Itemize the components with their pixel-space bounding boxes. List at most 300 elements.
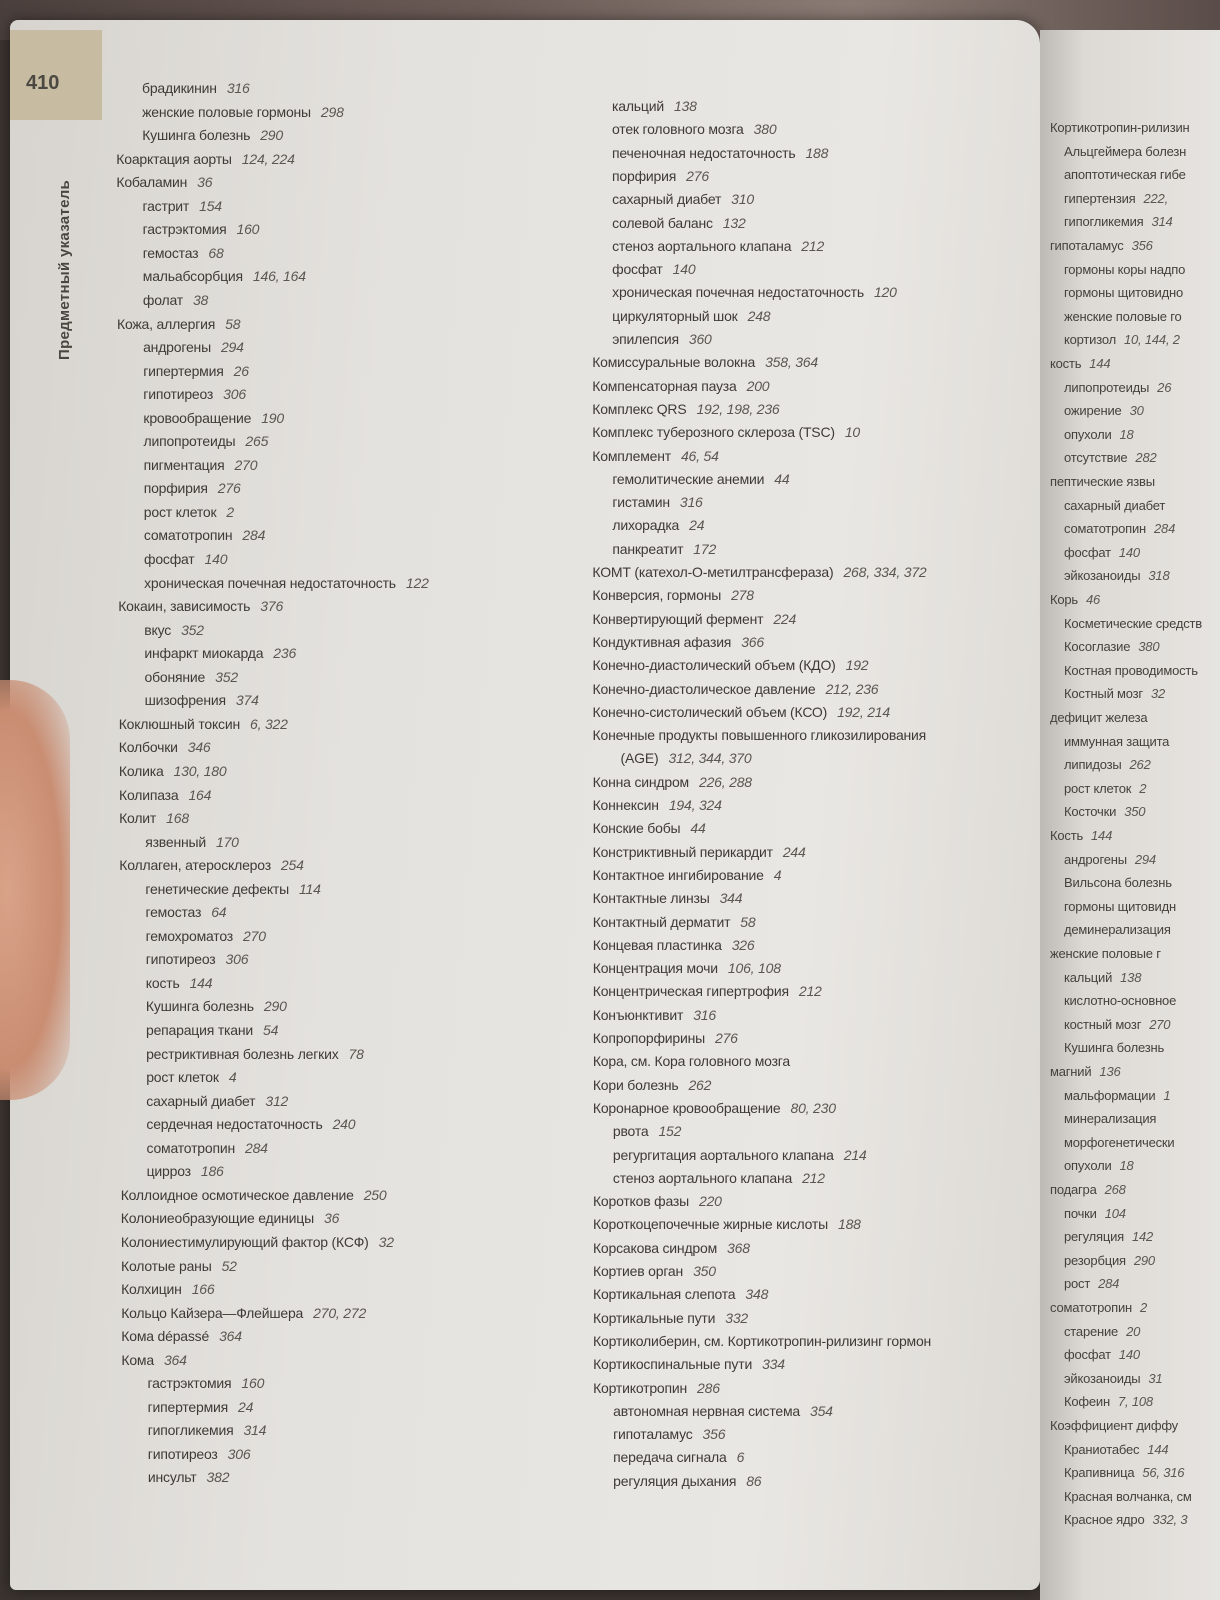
facing-index-pages: 318 — [1148, 568, 1170, 584]
index-pages: 194, 324 — [668, 797, 722, 813]
index-pages: 192, 214 — [837, 703, 890, 720]
index-entry — [116, 174, 212, 190]
index-entry — [145, 692, 259, 708]
facing-index-term: эйкозаноиды — [1064, 1370, 1141, 1386]
index-pages: 214 — [843, 1146, 867, 1163]
index-term: гастрэктомия — [142, 221, 227, 238]
facing-index-term: отсутствие — [1064, 450, 1128, 466]
facing-index-term: гипертензия — [1064, 190, 1136, 206]
index-term: Колбочки — [118, 739, 178, 756]
index-term: передача сигнала — [613, 1449, 727, 1466]
facing-index-pages: 332, 3 — [1152, 1512, 1188, 1528]
index-pages: 192, 198, 236 — [696, 400, 780, 417]
index-entry — [143, 410, 284, 426]
facing-index-term: липопротеиды — [1064, 379, 1150, 395]
facing-index-entry — [1064, 1253, 1155, 1268]
facing-index-term: костный мозг — [1064, 1016, 1142, 1032]
facing-index-pages: 104 — [1104, 1205, 1126, 1221]
index-term: Констриктивный перикардит — [592, 843, 773, 860]
index-term: циркуляторный шок — [612, 307, 738, 324]
index-pages: 284 — [245, 1139, 268, 1156]
index-term: хроническая почечная недостаточность — [144, 574, 396, 591]
index-term: Комплекс QRS — [592, 400, 687, 417]
index-term: Кожа, аллергия — [117, 315, 216, 332]
facing-index-pages: 262 — [1129, 757, 1151, 773]
index-pages: 316 — [226, 80, 250, 96]
facing-index-term: рост — [1064, 1276, 1091, 1292]
index-pages: 306 — [223, 386, 246, 403]
facing-index-term: резорбция — [1064, 1252, 1126, 1268]
index-term: регургитация аортального клапана — [612, 1146, 834, 1163]
index-term: гастрэктомия — [147, 1375, 232, 1392]
index-pages: 166 — [191, 1281, 215, 1298]
facing-index-pages: 284 — [1098, 1276, 1120, 1292]
index-entry — [621, 750, 752, 766]
index-entry — [146, 928, 266, 944]
index-pages: 226, 288 — [698, 773, 752, 790]
index-entry — [612, 168, 709, 184]
facing-index-term: Костный мозг — [1064, 686, 1143, 702]
facing-index-term: гипоталамус — [1050, 238, 1124, 253]
index-pages: 368 — [727, 1239, 750, 1256]
index-entry — [613, 1147, 867, 1163]
index-term: Колониестимулирующий фактор (КСФ) — [120, 1233, 369, 1250]
index-pages: 78 — [348, 1045, 364, 1062]
index-term: Колика — [118, 762, 164, 779]
index-entry — [146, 904, 227, 920]
index-term: Колхицин — [121, 1281, 182, 1298]
index-term: Колипаза — [119, 786, 179, 803]
index-term: соматотропин — [146, 1139, 235, 1156]
facing-index-entry — [1050, 120, 1190, 135]
facing-index-pages: 284 — [1154, 521, 1176, 537]
index-pages: 270, 272 — [313, 1304, 367, 1321]
index-term: печеночная недостаточность — [612, 144, 796, 161]
index-pages: 376 — [260, 598, 284, 615]
facing-index-entry — [1050, 946, 1161, 961]
index-pages: 2 — [226, 503, 235, 520]
index-term: Конвертирующий фермент — [592, 610, 764, 627]
facing-index-term: мальформации — [1064, 1087, 1156, 1103]
index-entry — [593, 1030, 738, 1046]
index-entry — [146, 1022, 278, 1038]
facing-index-entry — [1064, 144, 1186, 159]
index-pages: 276 — [686, 167, 709, 184]
index-pages: 290 — [263, 998, 287, 1015]
index-entry — [121, 1352, 186, 1368]
facing-index-term: Косоглазие — [1064, 639, 1131, 655]
facing-index-term: гипогликемия — [1064, 214, 1144, 230]
facing-index-pages: 136 — [1099, 1064, 1121, 1079]
index-pages: 146, 164 — [252, 268, 306, 285]
facing-index-entry — [1064, 1206, 1126, 1221]
index-term: репарация ткани — [146, 1022, 254, 1038]
index-pages: 4 — [773, 866, 782, 883]
index-entry — [593, 937, 755, 953]
facing-index-pages: 350 — [1124, 804, 1146, 820]
index-term: гипотиреоз — [147, 1445, 218, 1462]
index-term: гипертермия — [143, 362, 224, 379]
index-term: гистамин — [612, 494, 670, 511]
facing-index-entry — [1064, 427, 1134, 442]
index-entry — [612, 145, 828, 161]
index-term: рвота — [612, 1123, 649, 1140]
index-pages: 132 — [722, 214, 746, 231]
facing-index-entry — [1050, 1064, 1121, 1079]
facing-index-entry — [1064, 545, 1140, 560]
facing-index-entry — [1064, 734, 1169, 749]
index-entry — [612, 494, 702, 510]
index-entry — [593, 1356, 785, 1372]
index-term: Кома — [121, 1351, 154, 1368]
facing-index-term: Красная волчанка, см — [1064, 1488, 1192, 1504]
index-entry — [613, 1426, 725, 1442]
index-entry — [143, 198, 222, 214]
facing-index-entry — [1050, 1418, 1178, 1433]
facing-index-pages: 144 — [1089, 356, 1111, 371]
index-term: Конские бобы — [592, 820, 681, 837]
index-term: Контактное ингибирование — [592, 866, 764, 883]
index-term: Конна синдром — [592, 773, 689, 790]
facing-index-entry — [1064, 686, 1165, 701]
index-term: сахарный диабет — [612, 191, 722, 208]
index-entry — [121, 1305, 366, 1321]
index-entry — [593, 867, 782, 883]
index-entry — [613, 1403, 833, 1419]
facing-index-pages: 138 — [1120, 969, 1142, 985]
index-term: генетические дефекты — [145, 880, 289, 897]
index-term: Коарктация аорты — [116, 150, 232, 167]
index-entry — [593, 1310, 748, 1326]
facing-index-entry — [1064, 332, 1180, 347]
index-term: сахарный диабет — [146, 1092, 256, 1109]
index-term: вкус — [144, 621, 172, 638]
index-term: Колотые раны — [121, 1257, 212, 1274]
facing-index-term: женские половые го — [1064, 308, 1182, 324]
index-pages: 68 — [208, 244, 224, 261]
facing-index-entry — [1064, 1229, 1153, 1244]
index-entry — [143, 339, 244, 355]
facing-index-pages: 140 — [1118, 544, 1140, 560]
index-term: женские половые гормоны — [142, 103, 311, 120]
index-pages: 186 — [200, 1163, 224, 1180]
index-term: порфирия — [612, 167, 677, 184]
index-entry — [145, 881, 320, 897]
facing-index-pages: 31 — [1148, 1370, 1163, 1386]
facing-index-entry — [1064, 1347, 1140, 1362]
side-section-title: Предметный указатель — [56, 179, 73, 360]
index-entry — [592, 424, 860, 440]
index-entry — [593, 774, 752, 790]
facing-index-pages: 144 — [1147, 1441, 1169, 1457]
facing-index-term: гормоны щитовидно — [1064, 285, 1183, 301]
index-term: Компенсаторная пауза — [592, 377, 737, 394]
index-entry — [612, 541, 716, 557]
index-term: Кортиколиберин, см. Кортикотропин-рилизинг гормон — [593, 1332, 932, 1349]
index-entry — [593, 1193, 722, 1209]
index-term: Концентрическая гипертрофия — [592, 983, 789, 1000]
facing-index-entry — [1050, 474, 1155, 489]
index-entry — [144, 645, 296, 661]
index-entry — [147, 1140, 268, 1156]
index-pages: 326 — [731, 936, 755, 953]
facing-index-term: минерализация — [1064, 1111, 1157, 1127]
facing-index-entry — [1064, 852, 1156, 867]
facing-index-pages: 142 — [1132, 1229, 1154, 1245]
facing-index-term: Альцгеймера болезн — [1064, 143, 1187, 159]
facing-index-pages: 46 — [1086, 592, 1101, 607]
index-entry — [119, 810, 189, 826]
index-term: Кокаин, зависимость — [118, 598, 251, 615]
facing-index-entry — [1064, 1111, 1156, 1126]
index-entry — [612, 284, 897, 300]
index-entry — [119, 787, 211, 803]
index-entry — [613, 1473, 761, 1489]
index-entry — [119, 739, 211, 755]
index-term: Копропорфирины — [592, 1030, 705, 1046]
facing-index-pages: 222, — [1143, 190, 1169, 206]
index-entry — [121, 1281, 214, 1297]
index-pages: 120 — [873, 284, 897, 301]
index-pages: 38 — [192, 291, 209, 308]
facing-index-term: ожирение — [1064, 403, 1122, 419]
index-pages: 190 — [261, 409, 284, 426]
index-entry — [143, 268, 306, 284]
facing-index-pages: 56, 316 — [1142, 1465, 1185, 1481]
facing-index-term: кортизол — [1064, 332, 1116, 348]
index-pages: 310 — [731, 191, 754, 208]
facing-index-entry — [1064, 1442, 1168, 1457]
index-pages: 44 — [774, 470, 790, 487]
index-pages: 332 — [725, 1309, 749, 1326]
facing-index-pages: 290 — [1133, 1252, 1155, 1268]
facing-index-term: рост клеток — [1064, 780, 1132, 796]
facing-index-pages: 270 — [1149, 1016, 1171, 1032]
facing-index-entry — [1064, 922, 1171, 937]
index-entry — [144, 622, 204, 638]
index-entry — [144, 527, 265, 543]
index-pages: 140 — [672, 261, 696, 278]
index-pages: 170 — [216, 833, 239, 850]
index-pages: 80, 230 — [790, 1099, 836, 1116]
facing-index-term: Кушинга болезнь — [1064, 1040, 1165, 1056]
index-entry — [148, 1469, 229, 1485]
index-term: гипертермия — [147, 1398, 229, 1415]
index-entry — [593, 1077, 711, 1093]
index-pages: 314 — [243, 1422, 267, 1439]
index-entry — [613, 1123, 681, 1139]
facing-index-term: фосфат — [1064, 544, 1111, 560]
index-entry — [148, 1399, 254, 1415]
facing-index-term: Коэффициент диффу — [1050, 1418, 1178, 1433]
index-pages: 44 — [690, 820, 706, 837]
facing-index-term: Кофеин — [1064, 1394, 1110, 1410]
index-pages: 276 — [217, 480, 241, 497]
index-entry — [118, 598, 283, 614]
facing-index-pages: 140 — [1118, 1347, 1140, 1363]
index-pages: 114 — [298, 880, 321, 897]
index-pages: 144 — [189, 974, 213, 991]
index-entry — [593, 704, 890, 720]
facing-index-term: Вильсона болезнь — [1064, 875, 1172, 891]
index-term: кость — [145, 974, 180, 991]
index-term: Коллоидное осмотическое давление — [120, 1186, 354, 1203]
index-term: гемостаз — [142, 244, 199, 261]
index-pages: 348 — [745, 1286, 769, 1303]
index-entry — [593, 1286, 768, 1302]
index-term: фосфат — [612, 261, 663, 278]
index-entry — [612, 191, 754, 207]
index-pages: 316 — [693, 1006, 716, 1023]
facing-index-entry — [1064, 450, 1157, 465]
index-term: язвенный — [145, 833, 206, 850]
index-entry — [142, 80, 250, 96]
thumb-shadow — [0, 680, 70, 1100]
index-pages: 374 — [235, 692, 259, 709]
index-term: соматотропин — [143, 527, 233, 544]
index-pages: 286 — [697, 1379, 720, 1396]
index-entry — [612, 215, 746, 231]
index-pages: 212 — [801, 237, 825, 254]
index-entry — [593, 1100, 836, 1116]
facing-index-entry — [1064, 1276, 1119, 1291]
facing-index-term: гормоны коры надпо — [1064, 261, 1186, 277]
index-pages: 294 — [220, 339, 244, 356]
index-pages: 4 — [228, 1069, 237, 1086]
facing-index-entry — [1064, 309, 1182, 324]
index-pages: 152 — [658, 1123, 682, 1140]
index-pages: 224 — [773, 610, 797, 627]
facing-index-pages: 380 — [1138, 639, 1160, 655]
index-pages: 26 — [233, 362, 249, 379]
index-term: фосфат — [144, 551, 195, 567]
index-entry — [593, 983, 822, 999]
facing-index-term: кость — [1050, 356, 1082, 371]
index-term: гастрит — [142, 197, 190, 214]
index-term: Комплемент — [592, 447, 671, 464]
index-pages: 350 — [693, 1263, 716, 1279]
facing-index-entry — [1064, 757, 1151, 772]
index-pages: 6, 322 — [250, 715, 288, 732]
index-pages: 360 — [688, 331, 712, 347]
index-term: гемостаз — [145, 904, 202, 921]
facing-index-entry — [1064, 875, 1172, 890]
index-pages: 36 — [323, 1210, 340, 1227]
index-pages: 86 — [746, 1472, 762, 1489]
index-term: Кушинга болезнь — [145, 998, 254, 1015]
index-entry — [116, 151, 294, 167]
index-term: Кортикоспинальные пути — [593, 1356, 753, 1373]
index-pages: 244 — [782, 843, 806, 860]
index-term: рост клеток — [143, 503, 217, 520]
index-entry — [593, 1007, 716, 1023]
facing-index-entry — [1064, 616, 1202, 631]
index-term: инфаркт миокарда — [144, 645, 264, 662]
index-term: гипотиреоз — [145, 951, 216, 968]
index-entry — [148, 1375, 265, 1391]
facing-index-term: старение — [1064, 1323, 1119, 1339]
index-entry — [121, 1234, 394, 1250]
index-entry — [121, 1187, 387, 1203]
index-pages: 192 — [845, 657, 869, 674]
index-term: Конверсия, гормоны — [592, 587, 722, 604]
facing-index-entry — [1064, 970, 1141, 985]
facing-index-term: сахарный диабет — [1064, 497, 1166, 513]
index-term: инсульт — [147, 1469, 197, 1486]
index-term: кровообращение — [143, 409, 252, 426]
index-term: Колониеобразующие единицы — [120, 1210, 314, 1227]
index-pages: 172 — [693, 540, 717, 557]
facing-index-pages: 356 — [1131, 238, 1153, 253]
facing-index-term: Красное ядро — [1064, 1512, 1145, 1528]
facing-index-entry — [1064, 380, 1171, 395]
facing-index-term: дефицит железа — [1050, 710, 1148, 725]
index-pages: 334 — [762, 1356, 785, 1373]
index-term: Короткоцепочечные жирные кислоты — [592, 1216, 828, 1233]
index-term: Коронарное кровообращение — [592, 1099, 781, 1116]
facing-index-entry — [1064, 1088, 1170, 1103]
index-entry — [593, 1053, 790, 1069]
facing-index-entry — [1064, 1135, 1174, 1150]
index-term: порфирия — [143, 480, 208, 497]
index-entry — [592, 354, 818, 370]
index-pages: 270 — [243, 927, 266, 944]
facing-index-term: Краниотабес — [1064, 1441, 1140, 1457]
facing-index-entry — [1064, 639, 1159, 654]
index-pages: 262 — [688, 1076, 712, 1093]
index-term: Кобаламин — [116, 174, 188, 191]
index-pages: 306 — [225, 951, 249, 968]
index-term: рост клеток — [146, 1069, 219, 1086]
facing-index-entry — [1064, 1489, 1192, 1504]
index-term: Комплекс туберозного склероза (TSC) — [592, 424, 835, 441]
index-pages: 312, 344, 370 — [668, 750, 752, 767]
index-pages: 220 — [698, 1193, 722, 1210]
index-entry — [592, 378, 769, 394]
page-number: 410 — [26, 72, 60, 94]
index-entry — [145, 669, 238, 685]
index-term: Кондуктивная афазия — [592, 633, 732, 650]
index-term: Концентрация мочи — [592, 960, 718, 977]
index-term: кальций — [612, 98, 664, 114]
index-term: липопротеиды — [143, 433, 236, 450]
index-term: Контактные линзы — [592, 890, 710, 907]
index-pages: 24 — [238, 1398, 254, 1415]
index-term: Коллаген, атеросклероз — [119, 857, 271, 874]
index-entry — [143, 221, 260, 237]
index-term: стеноз аортального клапана — [612, 1169, 793, 1186]
index-entry — [593, 727, 927, 743]
index-pages: 276 — [714, 1030, 738, 1046]
index-entry — [593, 890, 743, 906]
index-term: пигментация — [143, 456, 225, 473]
index-term: Коннексин — [592, 797, 659, 813]
index-entry — [143, 386, 246, 402]
facing-index-term: магний — [1050, 1064, 1092, 1079]
facing-index-entry — [1064, 899, 1176, 914]
index-entry — [612, 261, 695, 277]
index-term: Кома dépassé — [121, 1328, 210, 1345]
index-entry — [146, 975, 213, 991]
index-pages: 382 — [206, 1469, 230, 1486]
index-term: солевой баланс — [612, 214, 713, 231]
index-term: Кора, см. Кора головного мозга — [592, 1053, 790, 1070]
index-term: брадикинин — [142, 80, 217, 96]
index-pages: 364 — [219, 1328, 242, 1345]
facing-index-term: липидозы — [1064, 757, 1122, 773]
index-pages: 138 — [673, 98, 697, 114]
facing-index-pages: 32 — [1150, 686, 1166, 702]
